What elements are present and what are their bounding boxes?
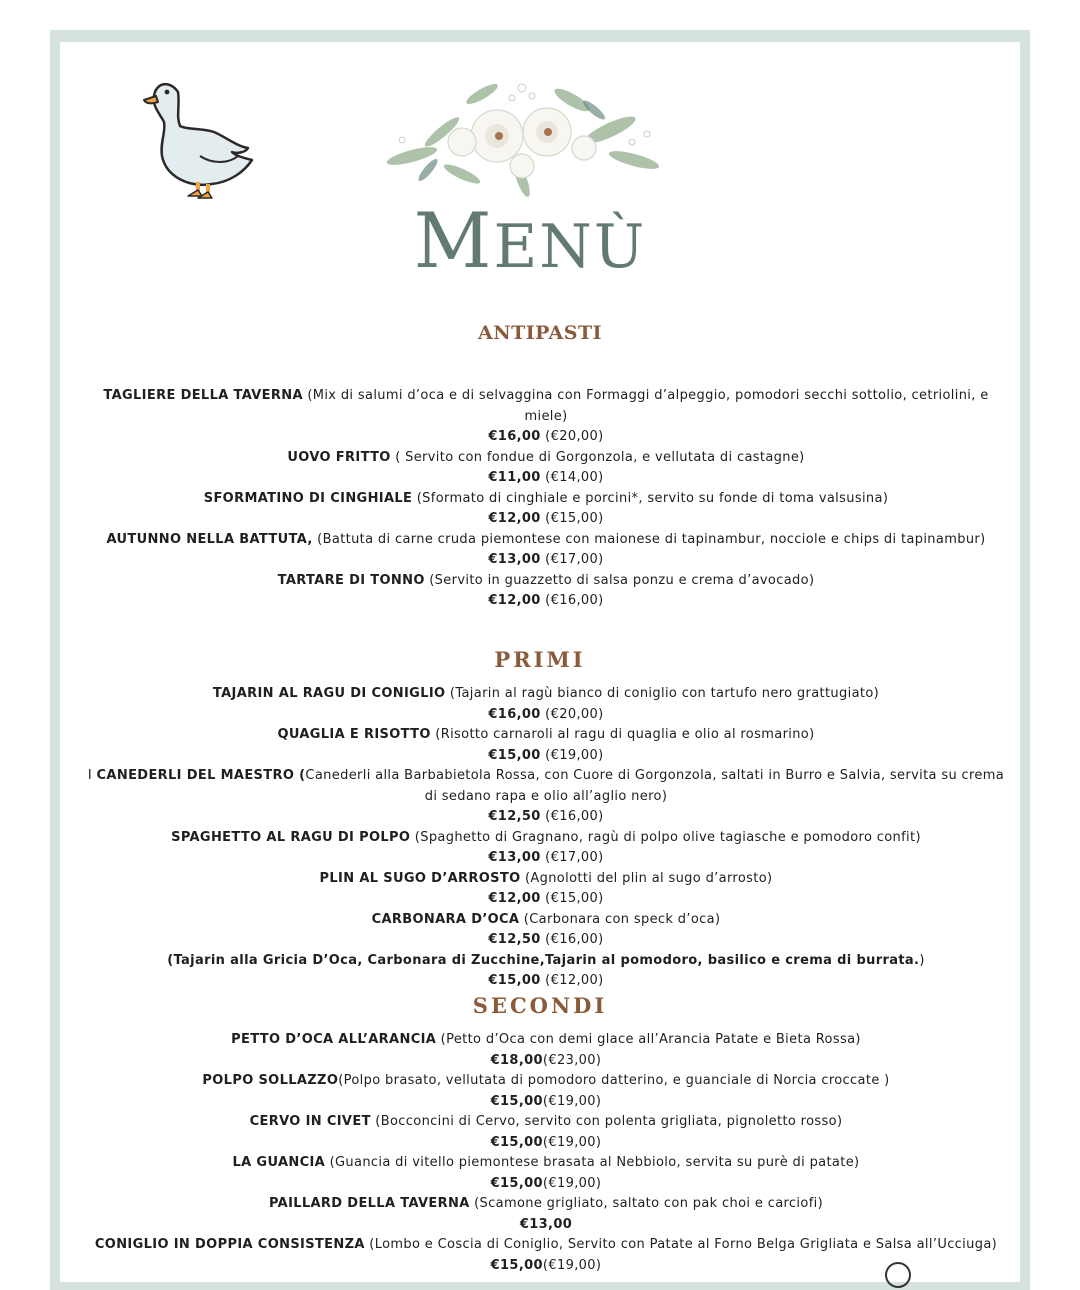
list-item: TARTARE DI TONNO (Servito in guazzetto di salsa ponzu e crema d’avocado) <box>277 572 815 588</box>
list-item: SFORMATINO DI CINGHIALE (Sformato di cinghiale e porcini*, servito su fonde di toma valsusina) <box>203 490 889 506</box>
duck-icon <box>140 72 260 202</box>
list-item: CERVO IN CIVET (Bocconcini di Cervo, servito con polenta grigliata, pignoletto rosso) <box>249 1114 843 1129</box>
price-line: €15,00(€19,00) <box>490 1093 602 1109</box>
list-item: PETTO D’OCA ALL’ARANCIA (Petto d’Oca con demi glace all’Arancia Patate e Bieta Rossa) <box>231 1032 861 1047</box>
price-line: €13,00 <box>519 1216 573 1232</box>
price-line: €16,00 (€20,00) <box>488 429 604 444</box>
price-line: €12,00 (€15,00) <box>488 511 604 526</box>
list-item: LA GUANCIA (Guancia di vitello piemontese brasata al Nebbiolo, servita su purè di patate) <box>232 1155 860 1170</box>
secondi-list <box>80 1030 1012 1276</box>
list-item: POLPO SOLLAZZO(Polpo brasato, vellutata di pomodoro datterino, e guanciale di Norcia croccate ) <box>202 1073 890 1088</box>
price-line: €12,50 (€16,00) <box>488 932 604 947</box>
price-line: €16,00 (€20,00) <box>488 706 604 722</box>
list-item: TAJARIN AL RAGU DI CONIGLIO (Tajarin al ragù bianco di coniglio con tartufo nero grattugiato) <box>212 686 880 701</box>
price-line: €12,00 (€15,00) <box>488 891 604 906</box>
list-item: PLIN AL SUGO D’ARROSTO (Agnolotti del plin al sugo d’arrosto) <box>319 870 773 886</box>
list-item: CONIGLIO IN DOPPIA CONSISTENZA (Lombo e Coscia di Coniglio, Servito con Patate al Forno Belga Grigliata e Salsa all’Ucciuga) <box>94 1237 998 1252</box>
list-item: SPAGHETTO AL RAGU DI POLPO (Spaghetto di Gragnano, ragù di polpo olive tagiasche e pomodoro confit) <box>171 829 921 845</box>
list-item: TAGLIERE DELLA TAVERNA (Mix di salumi d’oca e di selvaggina con Formaggi d’alpeggio, pomodori secchi sottolio, cetriolini, e miele) <box>103 388 989 424</box>
price-line: €12,00 (€16,00) <box>488 593 604 608</box>
menu-title-first: M <box>413 196 494 285</box>
scroll-indicator[interactable] <box>885 1262 911 1288</box>
list-item: PAILLARD DELLA TAVERNA (Scamone grigliato, saltato con pak choi e carciofi) <box>268 1196 824 1211</box>
price-line: €15,00(€19,00) <box>490 1134 602 1150</box>
section-title-primi: PRIMI <box>494 647 586 672</box>
flower-bouquet-icon <box>372 70 672 200</box>
menu-title-rest: ENÙ <box>493 212 647 282</box>
price-line: €13,00 (€17,00) <box>488 552 604 567</box>
section-title-secondi: SECONDI <box>472 993 608 1018</box>
antipasti-list <box>80 386 1012 612</box>
list-item: UOVO FRITTO ( Servito con fondue di Gorgonzola, e vellutata di castagne) <box>287 449 805 465</box>
list-item: QUAGLIA E RISOTTO (Risotto carnaroli al ragu di quaglia e olio al rosmarino) <box>277 727 815 742</box>
price-line: €11,00 (€14,00) <box>488 470 604 485</box>
price-line: €15,00(€19,00) <box>490 1175 602 1191</box>
price-line: €12,50 (€16,00) <box>488 809 604 824</box>
list-item: I CANEDERLI DEL MAESTRO (Canederli alla Barbabietola Rossa, con Cuore di Gorgonzola, saltati in Burro e Salvia, servita su crema di sedano rapa e olio all’aglio nero) <box>87 768 1005 804</box>
price-line: €15,00(€19,00) <box>490 1257 602 1273</box>
price-line: €13,00 (€17,00) <box>488 850 604 865</box>
price-line: €15,00 (€19,00) <box>488 747 604 763</box>
list-item: AUTUNNO NELLA BATTUTA, (Battuta di carne cruda piemontese con maionese di tapinambur, nocciole e chips di tapinambur) <box>106 531 986 547</box>
primi-list <box>80 684 1012 992</box>
list-item: CARBONARA D’OCA (Carbonara con speck d’oca) <box>371 911 721 927</box>
price-line: €18,00(€23,00) <box>490 1052 602 1068</box>
section-title-antipasti: ANTIPASTI <box>477 322 603 344</box>
menu-title <box>0 196 1060 292</box>
price-line: €15,00 (€12,00) <box>488 973 604 988</box>
list-item: (Tajarin alla Gricia D’Oca, Carbonara di Zucchine,Tajarin al pomodoro, basilico e crema di burrata.) <box>167 952 925 968</box>
